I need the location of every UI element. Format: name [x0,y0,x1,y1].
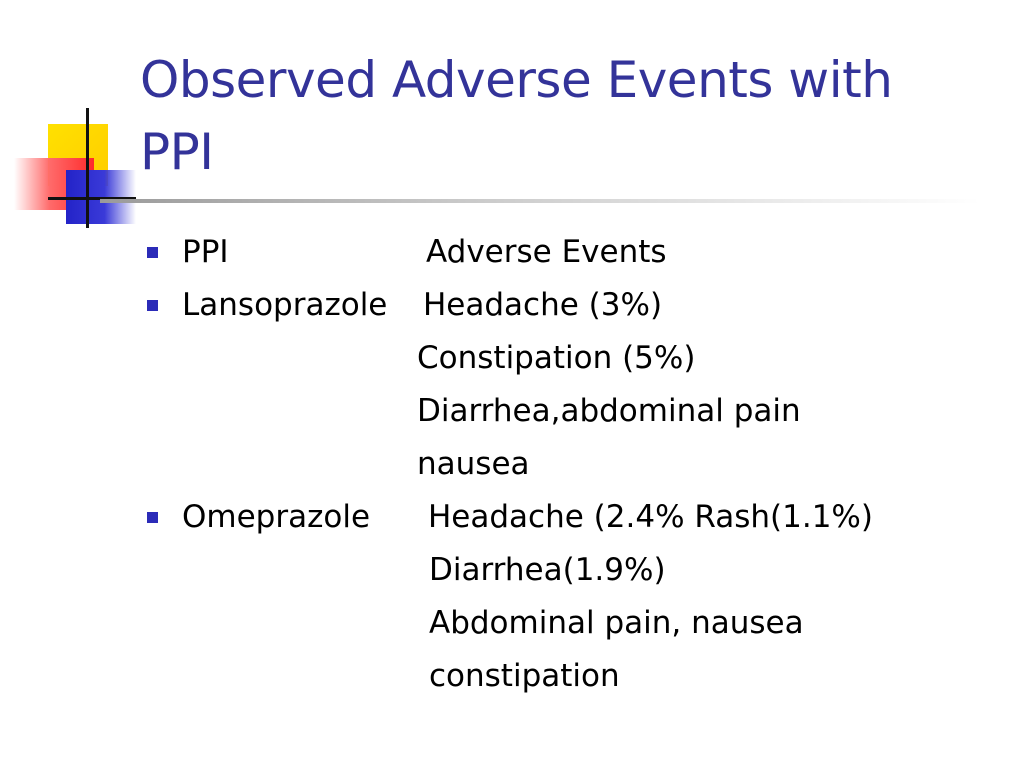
adverse-event: nausea [417,446,530,482]
adverse-event: constipation [429,658,620,694]
adverse-event: Constipation (5%) [417,340,696,376]
logo-vertical-line [86,108,89,228]
adverse-event: Headache (2.4% Rash(1.1%) [428,499,873,535]
square-bullet-icon [147,247,158,258]
adverse-event: Diarrhea,abdominal pain [417,393,801,429]
square-bullet-icon [147,300,158,311]
drug-name: Lansoprazole [182,287,388,323]
adverse-event: Diarrhea(1.9%) [429,552,666,588]
drug-name: Omeprazole [182,499,371,535]
slide-title-line-2: PPI [140,123,214,181]
drug-name: PPI [182,234,229,270]
adverse-event: Abdominal pain, nausea [429,605,804,641]
slide-title [140,44,1010,188]
adverse-event: Headache (3%) [423,287,663,323]
title-divider [100,199,980,203]
slide-title-line-1: Observed Adverse Events with [140,51,893,109]
adverse-event: Adverse Events [426,234,667,270]
square-bullet-icon [147,512,158,523]
